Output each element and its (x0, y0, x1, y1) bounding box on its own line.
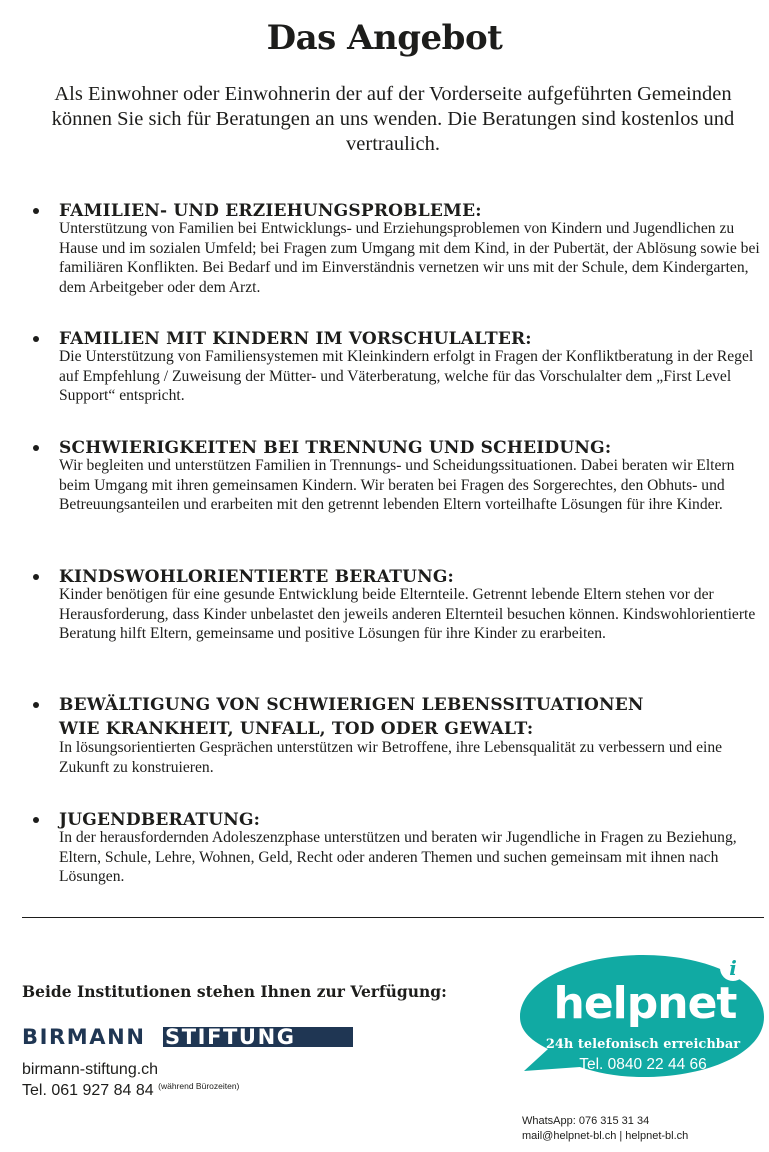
helpnet-brand: helpnet (553, 978, 737, 1029)
helpnet-phone[interactable]: Tel. 0840 22 44 66 (579, 1056, 707, 1073)
bullet-icon (33, 336, 39, 342)
institutions-note: Beide Institutionen stehen Ihnen zur Verfügung: (22, 982, 447, 1001)
birmann-office-hours: (während Bürozeiten) (158, 1081, 240, 1091)
service-text: Die Unterstützung von Familiensystemen mit Kleinkindern erfolgt in Fragen der Konfliktberatung in der Regel auf Empfehlung / Zuweisung der Mütter- und Väterberatung, welche für das Vorschulalter dem „First Level Support“ entspricht. (59, 348, 754, 405)
service-heading: KINDSWOHLORIENTIERTE BERATUNG: (59, 567, 455, 587)
helpnet-mail-web[interactable]: mail@helpnet-bl.ch | helpnet-bl.ch (522, 1130, 689, 1142)
service-heading: SCHWIERIGKEITEN BEI TRENNUNG UND SCHEIDUNG: (59, 438, 612, 458)
birmann-stiftung-logo (22, 1027, 353, 1047)
birmann-logo-stiftung: STIFTUNG (165, 1025, 296, 1049)
birmann-phone-number[interactable]: Tel. 061 927 84 84 (22, 1082, 154, 1099)
bullet-icon (33, 817, 39, 823)
birmann-website-link[interactable]: birmann-stiftung.ch (22, 1061, 159, 1078)
helpnet-logo (518, 953, 768, 1086)
birmann-logo-text: BIRMANN (22, 1025, 146, 1049)
birmann-logo-bar (163, 1027, 353, 1047)
bullet-icon (33, 702, 39, 708)
service-heading: FAMILIEN- UND ERZIEHUNGSPROBLEME: (59, 201, 482, 221)
service-text: Kinder benötigen für eine gesunde Entwicklung beide Elternteile. Getrennt lebende Eltern stehen vor der Herausforderung, dass Kinder unbelastet den jeweils anderen Elternteil besuchen können. Kindswohlorientierte Beratung hilft Eltern, gemeinsame und positive Lösungen für ihre Kinder zu erarbeiten. (59, 586, 756, 643)
bullet-icon (33, 208, 39, 214)
service-text: In lösungsorientierten Gesprächen unterstützen wir Betroffene, ihre Lebensqualität zu verbessern und eine Zukunft zu konstruieren. (59, 739, 723, 776)
divider (22, 917, 764, 918)
birmann-phone (22, 1081, 239, 1100)
helpnet-whatsapp[interactable]: WhatsApp: 076 315 31 34 (522, 1115, 650, 1127)
intro-text: Als Einwohner oder Einwohnerin der auf der Vorderseite aufgeführten Gemeinden können Sie sich für Beratungen an uns wenden. Die Beratungen sind kostenlos und vertraulich. (51, 83, 735, 155)
service-text: Wir begleiten und unterstützen Familien in Trennungs- und Scheidungssituationen. Dabei beraten wir Eltern beim Umgang mit ihren gemeinsamen Kindern. Wir beraten bei Fragen des Sorgerechtes, den Obhuts- und Betreuungsanteilen und erarbeiten mit den getrennt lebenden Eltern vorteilhafte Lösungen für ihre Kinder. (59, 457, 735, 514)
info-icon: i (720, 955, 746, 981)
service-text: In der herausfordernden Adoleszenzphase unterstützen und beraten wir Jugendliche in Fragen zu Beziehung, Eltern, Schule, Lehre, Wohnen, Geld, Recht oder anderen Themen und suchen gemeinsam mit ihnen nach Lösungen. (59, 829, 737, 886)
bullet-icon (33, 445, 39, 451)
bullet-icon (33, 574, 39, 580)
helpnet-tagline: 24h telefonisch erreichbar (545, 1037, 741, 1052)
helpnet-rate: (8Rp./Min.) (623, 1077, 663, 1086)
service-heading: JUGENDBERATUNG: (59, 810, 261, 830)
service-heading: BEWÄLTIGUNG VON SCHWIERIGEN LEBENSSITUATIONEN WIE KRANKHEIT, UNFALL, TOD ODER GEWALT: (59, 695, 644, 739)
page-title: Das Angebot (266, 18, 503, 58)
service-heading: FAMILIEN MIT KINDERN IM VORSCHULALTER: (59, 329, 532, 349)
service-text: Unterstützung von Familien bei Entwicklungs- und Erziehungsproblemen von Kindern und Jugendlichen zu Hause und im sozialen Umfeld; bei Fragen zum Umgang mit dem Kind, in der Pubertät, der Ablösung sowie bei familiären Konflikten. Bei Bedarf und im Einverständnis vernetzen wir uns mit der Schule, dem Kindergarten, dem Arbeitgeber oder dem Arzt. (59, 220, 760, 296)
